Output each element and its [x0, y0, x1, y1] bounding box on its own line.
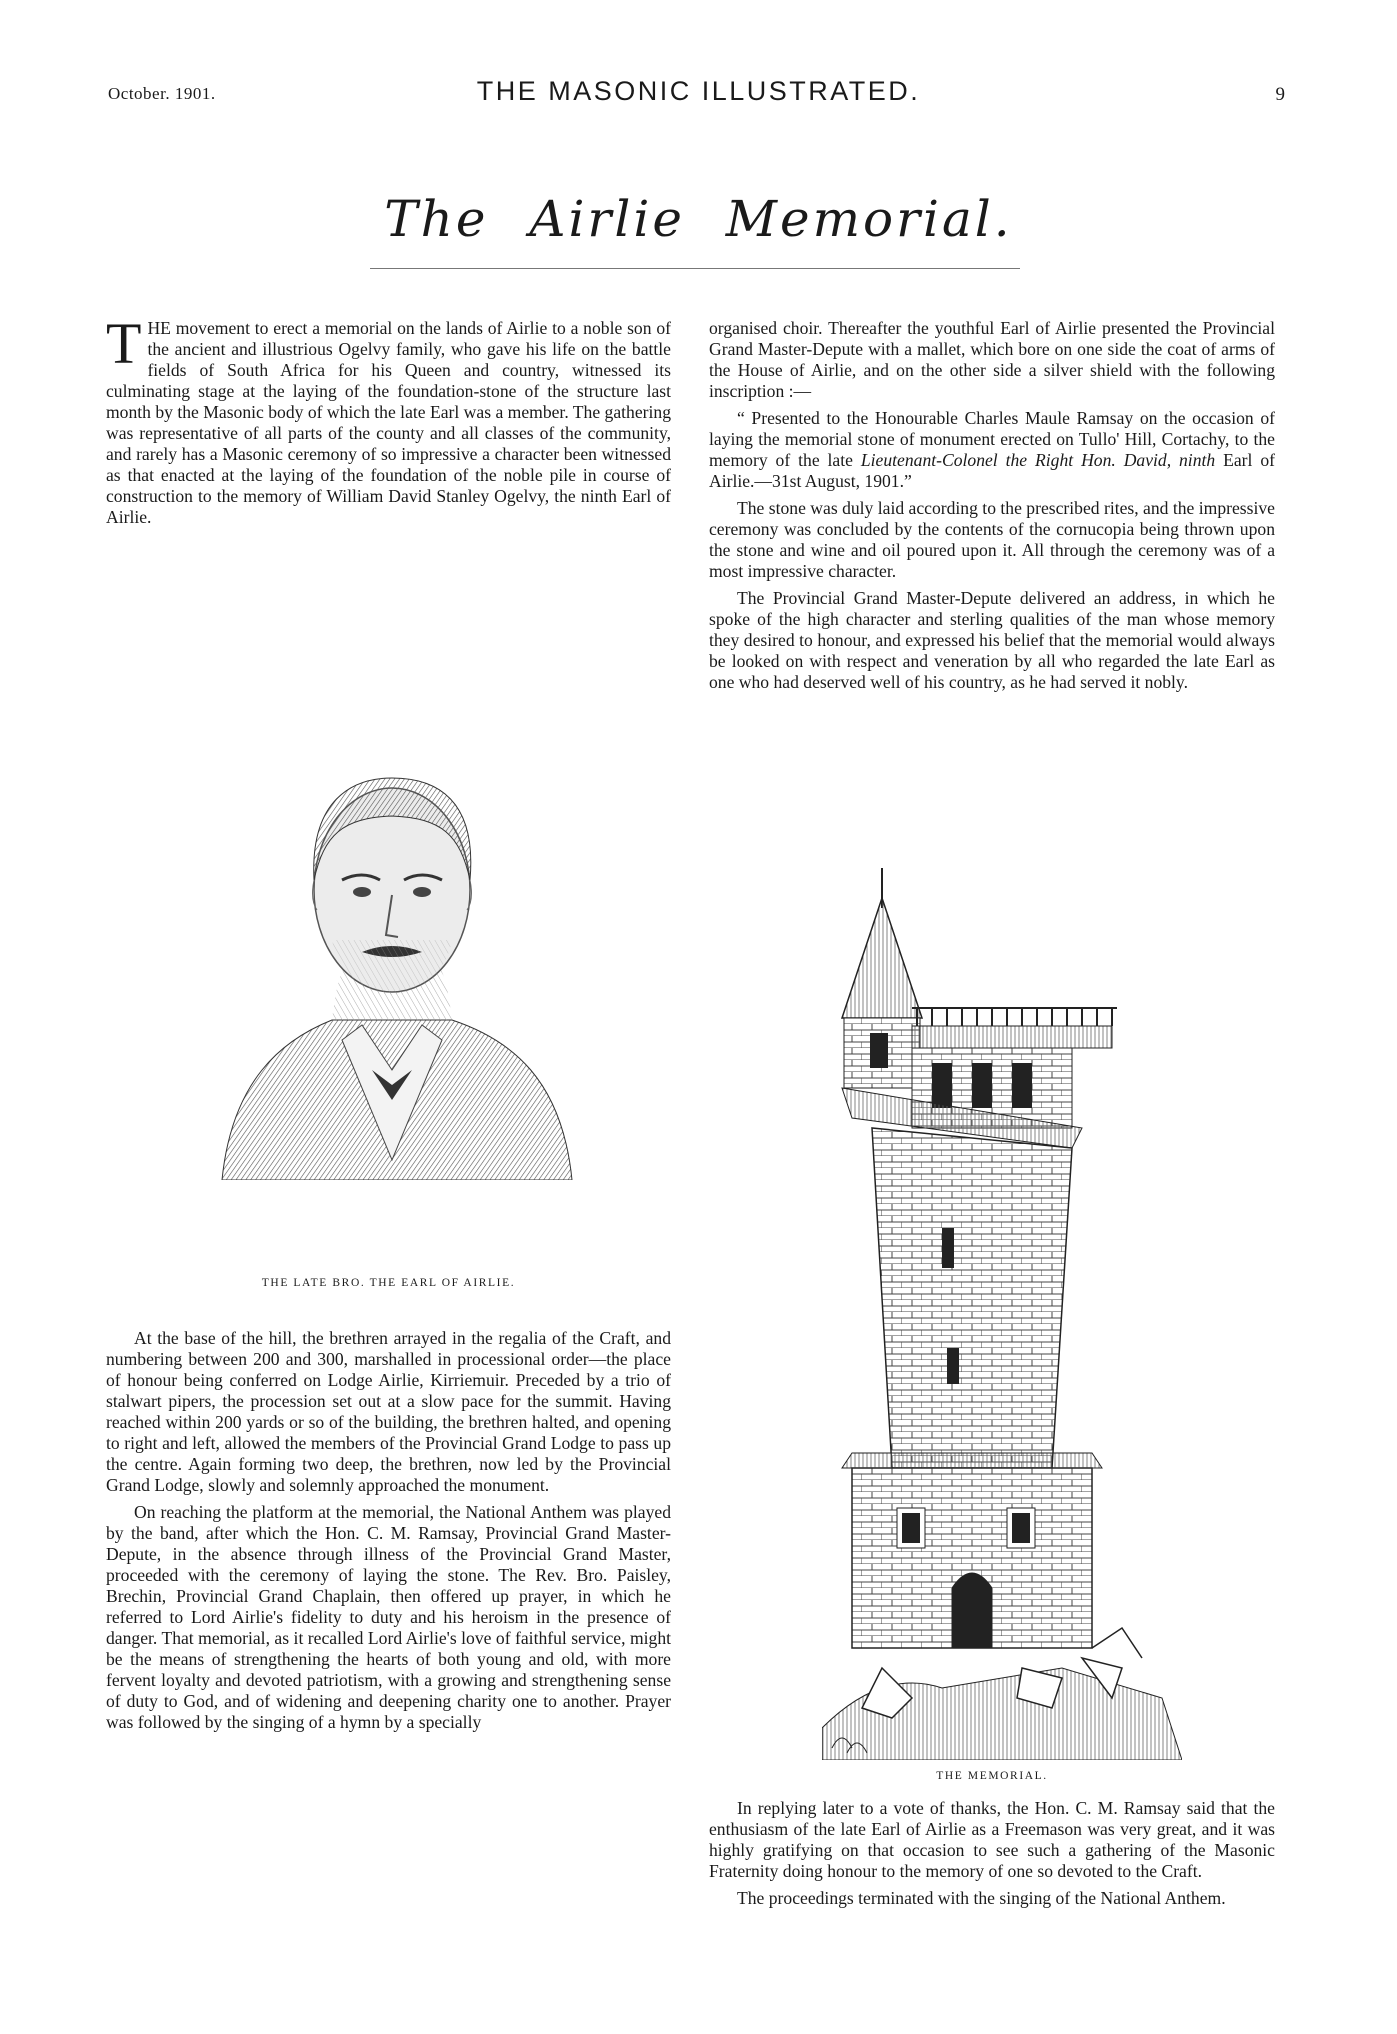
left-column-body	[106, 1328, 671, 1739]
intro-text: HE movement to erect a memorial on the lands of Airlie to a noble son of the ancient and illustrious Ogelvy family, who gave his life on the battle fields of South Africa for his Queen and country, witnessed its culminating stage at the laying of the foundation-stone of the structure last month by the Masonic body of which the late Earl was a member. The gathering was representative of all parts of the county and all classes of the community, and rarely has a Masonic ceremony of so impressive a character been witnessed as that enacted at the laying of the foundation of the noble pile in course of construction to the memory of William David Stanley Ogelvy, the ninth Earl of Airlie.	[106, 318, 671, 527]
address-paragraph: The Provincial Grand Master-Depute delivered an address, in which he spoke of the high character and sterling qualities of the man whose memory they desired to honour, and expressed his belief that the memorial would always be looked on with respect and veneration by all who regarded the late Earl as one who had deserved well of his country, as he had served it nobly.	[709, 588, 1275, 692]
left-column-intro	[106, 311, 671, 534]
intro-paragraph	[106, 311, 671, 528]
choir-paragraph: organised choir. Thereafter the youthful Earl of Airlie presented the Provincial Grand Master-Depute with a mallet, which bore on one side the coat of arms of the House of Airlie, and on the other side a silver shield with the following inscription :—	[709, 318, 1275, 401]
portrait-caption: THE LATE BRO. THE EARL OF AIRLIE.	[261, 1277, 516, 1289]
ceremony-paragraph: On reaching the platform at the memorial, the National Anthem was played by the band, after which the Hon. C. M. Ramsay, Provincial Grand Master-Depute, in the absence through illness of the Provincial Grand Master, proceeded with the ceremony of laying the stone. The Rev. Bro. Paisley, Brechin, Provincial Grand Chaplain, then offered up prayer, in which he referred to Lord Airlie's fidelity to duty and his heroism in the presence of danger. That memorial, as it recalled Lord Airlie's love of faithful service, might be the means of strengthening the hearts of both young and old, with more fervent loyalty and devoted patriotism, with a growing and strengthening sense of duty to God, and of widening and deepening charity one to another. Prayer was followed by the singing of a hymn by a specially	[106, 1502, 671, 1732]
inscription-end: Earl of Airlie.—31st August, 1901.”	[709, 450, 1275, 491]
closing-paragraph: The proceedings terminated with the singing of the National Anthem.	[737, 1888, 1226, 1908]
page-number: 9	[1275, 84, 1285, 105]
inscription-paragraph	[709, 408, 1275, 492]
running-head	[0, 76, 1397, 116]
issue-date: October. 1901.	[108, 84, 216, 103]
inscription-start: “ Presented to the Honourable Charles Maule Ramsay on the occasion of laying the memorial stone of monument erected on Tullo' Hill, Cortachy, to the memory of the late	[709, 408, 1275, 470]
inscription-italic: Lieutenant-Colonel the Right Hon. David, ninth	[860, 450, 1216, 470]
stone-laid-paragraph: The stone was duly laid according to the prescribed rites, and the impressive ceremony was concluded by the contents of the cornucopia being thrown upon the stone and wine and oil poured upon it. All through the ceremony was of a most impressive character.	[709, 498, 1275, 581]
portrait-image	[192, 740, 592, 1180]
drop-cap: T	[106, 311, 142, 376]
journal-title: THE MASONIC ILLUSTRATED.	[476, 76, 921, 106]
reply-paragraph: In replying later to a vote of thanks, the Hon. C. M. Ramsay said that the enthusiasm of the late Earl of Airlie as a Freemason was very great, and it was highly gratifying on that occasion to see such a gathering of the Masonic Fraternity doing honour to the memory of one so devoted to the Craft.	[709, 1798, 1275, 1881]
procession-paragraph: At the base of the hill, the brethren arrayed in the regalia of the Craft, and numbering between 200 and 300, marshalled in processional order—the place of honour being conferred on Lodge Airlie, Kirriemuir. Preceded by a trio of stalwart pipers, the procession set out at a slow pace for the summit. Having reached within 200 yards or so of the building, the brethren halted, and opening to right and left, allowed the members of the Provincial Grand Lodge to pass up the centre. Again forming two deep, the brethren, now led by the Provincial Grand Lodge, slowly and solemnly approached the monument.	[106, 1328, 671, 1495]
title-rule	[370, 268, 1020, 269]
memorial-caption: THE MEMORIAL.	[936, 1770, 1048, 1782]
memorial-tower-illustration	[822, 868, 1182, 1760]
right-column-top	[709, 318, 1275, 699]
right-column-bottom	[709, 1798, 1275, 1915]
article-title: The Airlie Memorial.	[384, 190, 1013, 248]
portrait-figure	[170, 640, 618, 1260]
